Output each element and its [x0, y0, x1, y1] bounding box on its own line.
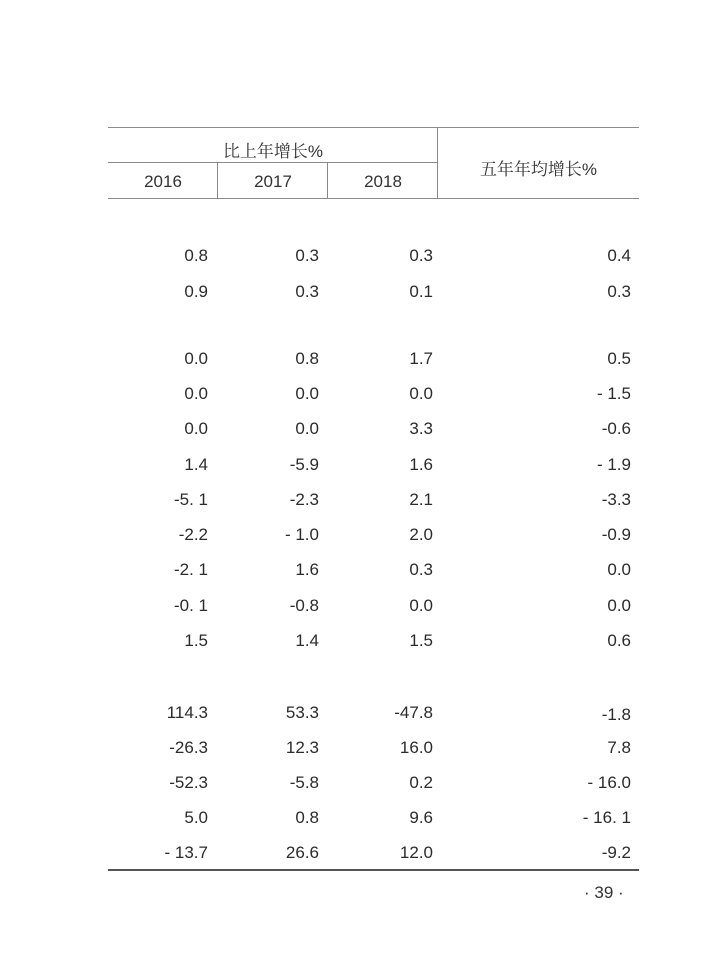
- cell-year-2016: -0. 1: [173, 596, 208, 615]
- cell-year-2017: -0.8: [289, 596, 319, 615]
- cell-five-year-avg: - 1.9: [596, 455, 631, 474]
- cell-year-2018: 0.2: [409, 773, 433, 792]
- cell-year-2017: - 1.0: [284, 525, 319, 544]
- cell-year-2017: 53.3: [285, 703, 319, 722]
- cell-year-2017: 1.4: [295, 631, 319, 650]
- cell-year-2017: 0.3: [295, 246, 319, 265]
- cell-year-2017: 12.3: [285, 738, 319, 757]
- cell-year-2018: 1.6: [409, 455, 433, 474]
- cell-year-2016: 0.8: [184, 246, 208, 265]
- cell-year-2018: 1.5: [409, 631, 433, 650]
- cell-year-2017: 0.0: [295, 384, 319, 403]
- cell-year-2017: 0.8: [295, 808, 319, 827]
- cell-year-2017: 1.6: [295, 560, 319, 579]
- cell-five-year-avg: -9.2: [601, 843, 631, 862]
- header-year-2016: 2016: [144, 172, 182, 191]
- cell-year-2016: 1.5: [184, 631, 208, 650]
- cell-year-2018: 0.1: [409, 282, 433, 301]
- cell-year-2018: 2.0: [409, 525, 433, 544]
- table-bottom-rule: [108, 869, 639, 871]
- cell-year-2016: 5.0: [184, 808, 208, 827]
- cell-five-year-avg: - 1.5: [596, 384, 631, 403]
- cell-year-2016: - 13.7: [164, 843, 208, 862]
- header-year-2018: 2018: [364, 172, 402, 191]
- cell-five-year-avg: 0.0: [607, 596, 631, 615]
- cell-year-2016: -5. 1: [173, 490, 208, 509]
- cell-year-2018: 16.0: [399, 738, 433, 757]
- table-top-rule: [108, 127, 639, 128]
- cell-year-2018: 0.3: [409, 560, 433, 579]
- cell-year-2016: 1.4: [184, 455, 208, 474]
- header-year-2017: 2017: [254, 172, 292, 191]
- cell-year-2018: 3.3: [409, 419, 433, 438]
- cell-year-2016: 0.9: [184, 282, 208, 301]
- cell-year-2016: -26.3: [169, 738, 208, 757]
- header-five-year-avg: 五年年均增长%: [479, 160, 598, 179]
- header-bottom-rule: [108, 198, 639, 199]
- cell-year-2018: 9.6: [409, 808, 433, 827]
- cell-year-2018: 0.3: [409, 246, 433, 265]
- cell-year-2016: 0.0: [184, 384, 208, 403]
- cell-five-year-avg: 0.3: [607, 282, 631, 301]
- cell-five-year-avg: -1.8: [601, 705, 631, 724]
- cell-five-year-avg: -0.6: [601, 419, 631, 438]
- cell-year-2018: -47.8: [394, 703, 433, 722]
- cell-five-year-avg: - 16.0: [587, 773, 631, 792]
- cell-year-2018: 1.7: [409, 349, 433, 368]
- page-number: · 39 ·: [584, 883, 624, 902]
- cell-five-year-avg: 7.8: [607, 738, 631, 757]
- cell-year-2016: 0.0: [184, 419, 208, 438]
- cell-five-year-avg: 0.4: [607, 246, 631, 265]
- cell-year-2018: 2.1: [409, 490, 433, 509]
- cell-year-2018: 12.0: [399, 843, 433, 862]
- cell-year-2018: 0.0: [409, 596, 433, 615]
- cell-year-2016: 114.3: [166, 703, 208, 722]
- cell-year-2017: 0.3: [295, 282, 319, 301]
- cell-five-year-avg: - 16. 1: [582, 808, 631, 827]
- header-mid-rule: [108, 162, 438, 163]
- cell-year-2017: -2.3: [289, 490, 319, 509]
- cell-year-2016: -2. 1: [173, 560, 208, 579]
- cell-year-2016: -2.2: [178, 525, 208, 544]
- cell-year-2016: 0.0: [184, 349, 208, 368]
- cell-year-2017: -5.9: [289, 455, 319, 474]
- cell-year-2017: 26.6: [285, 843, 319, 862]
- cell-year-2016: -52.3: [169, 773, 208, 792]
- cell-five-year-avg: 0.5: [607, 349, 631, 368]
- cell-five-year-avg: -3.3: [601, 490, 631, 509]
- cell-year-2017: 0.0: [295, 419, 319, 438]
- cell-five-year-avg: 0.0: [607, 560, 631, 579]
- header-group-label: 比上年增长%: [222, 142, 324, 161]
- cell-year-2017: -5.8: [289, 773, 319, 792]
- cell-year-2018: 0.0: [409, 384, 433, 403]
- cell-year-2017: 0.8: [295, 349, 319, 368]
- cell-five-year-avg: -0.9: [601, 525, 631, 544]
- cell-five-year-avg: 0.6: [607, 631, 631, 650]
